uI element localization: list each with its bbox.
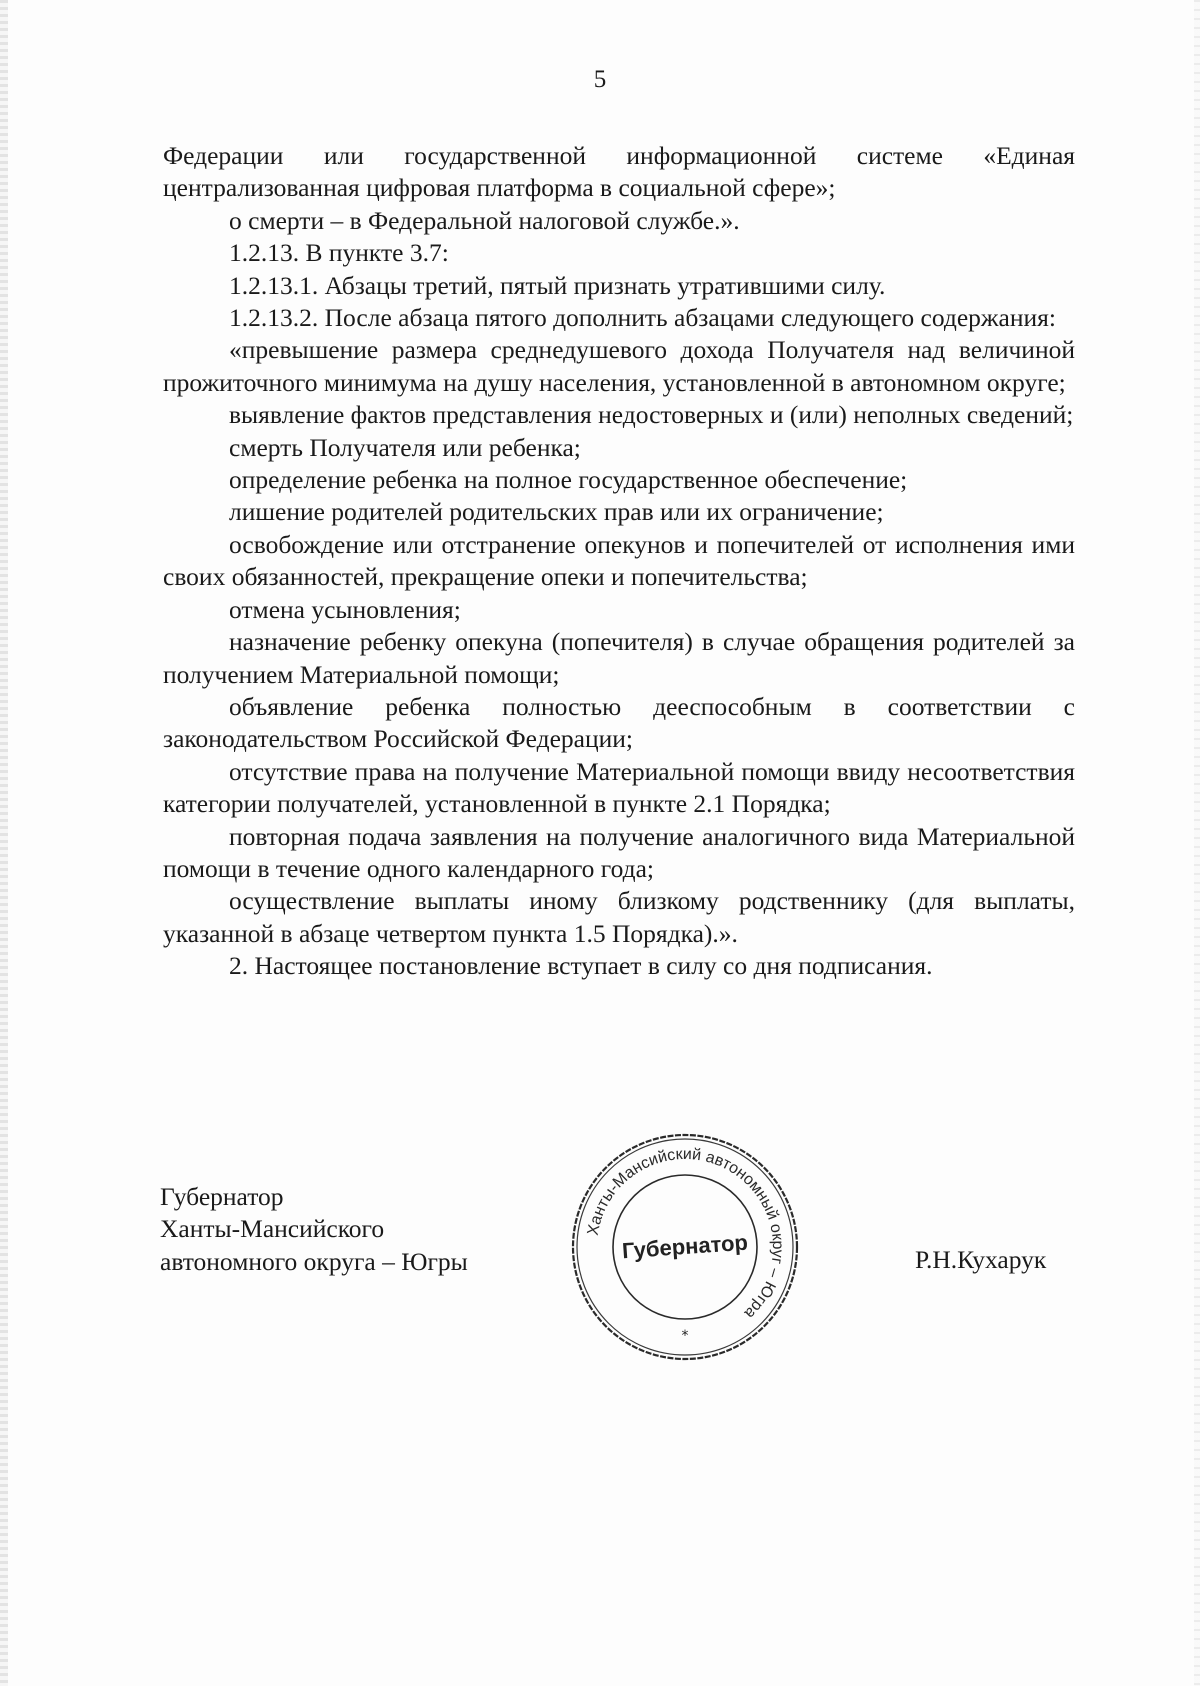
official-seal bbox=[568, 1130, 802, 1364]
document-body bbox=[163, 140, 1075, 983]
body-paragraph: 2. Настоящее постановление вступает в силу со дня подписания. bbox=[229, 951, 933, 981]
seal-star: * bbox=[681, 1328, 689, 1344]
seal-ring-text: Ханты-Мансийский автономный округ – Югра bbox=[584, 1145, 787, 1322]
body-paragraph: 1.2.13.2. После абзаца пятого дополнить абзацами следующего содержания: bbox=[229, 303, 1056, 333]
body-paragraph: определение ребенка на полное государственное обеспечение; bbox=[229, 465, 908, 495]
body-paragraph: 1.2.13.1. Абзацы третий, пятый признать утратившими силу. bbox=[229, 270, 886, 300]
scan-edge-left bbox=[0, 0, 8, 1686]
signature-title-block bbox=[160, 1181, 468, 1278]
body-paragraph: смерть Получателя или ребенка; bbox=[229, 432, 581, 462]
signature-title-line: Ханты-Мансийского bbox=[160, 1214, 385, 1244]
body-paragraph: отсутствие права на получение Материальной помощи ввиду несоответствия категории получателей, установленной в пункте 2.1 Порядка; bbox=[163, 756, 1075, 819]
signature-title-line: автономного округа – Югры bbox=[160, 1246, 468, 1276]
body-paragraph: выявление фактов представления недостоверных и (или) неполных сведений; bbox=[229, 400, 1074, 430]
body-paragraph: объявление ребенка полностью дееспособным в соответствии с законодательством Российской Федерации; bbox=[163, 691, 1075, 754]
body-paragraph: о смерти – в Федеральной налоговой службе.». bbox=[229, 205, 740, 235]
body-paragraph: «превышение размера среднедушевого дохода Получателя над величиной прожиточного минимума на душу населения, установленной в автономном округе; bbox=[163, 335, 1075, 397]
body-paragraph: Федерации или государственной информационной системе «Единая централизованная цифровая платформа в социальной сфере»; bbox=[163, 141, 1075, 203]
scan-edge-right bbox=[1194, 0, 1200, 1686]
signature-title-line: Губернатор bbox=[160, 1182, 284, 1211]
page-number: 5 bbox=[593, 66, 607, 93]
body-paragraph: освобождение или отстранение опекунов и попечителей от исполнения ими своих обязанностей, прекращение опеки и попечительства; bbox=[163, 529, 1075, 592]
body-paragraph: лишение родителей родительских прав или их ограничение; bbox=[229, 497, 884, 527]
seal-center-text: Губернатор bbox=[621, 1229, 749, 1264]
body-paragraph: назначение ребенку опекуна (попечителя) в случае обращения родителей за получением Материальной помощи; bbox=[163, 627, 1075, 689]
signer-name: Р.Н.Кухарук bbox=[915, 1245, 1047, 1274]
body-paragraph: повторная подача заявления на получение аналогичного вида Материальной помощи в течение одного календарного года; bbox=[163, 821, 1075, 883]
body-paragraph: осуществление выплаты иному близкому родственнику (для выплаты, указанной в абзаце четвертом пункта 1.5 Порядка).». bbox=[163, 886, 1075, 948]
body-paragraph: отмена усыновления; bbox=[229, 594, 461, 624]
body-paragraph: 1.2.13. В пункте 3.7: bbox=[229, 238, 449, 268]
